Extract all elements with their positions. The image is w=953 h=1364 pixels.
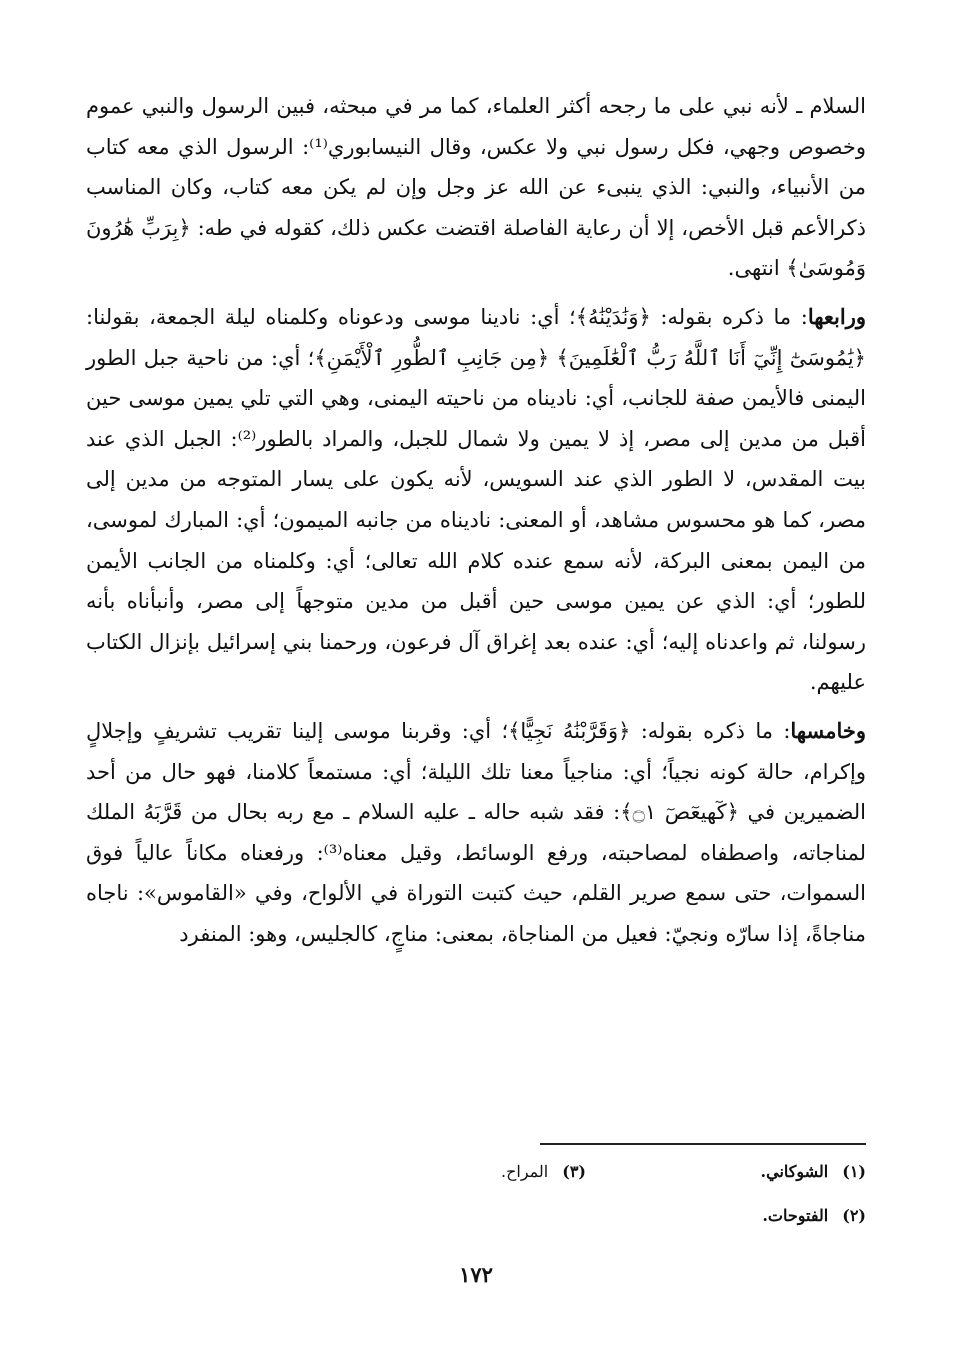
footnote-text: الشوكاني. xyxy=(760,1162,829,1181)
footnote-number: (٢) xyxy=(842,1206,866,1225)
footnote-2 xyxy=(586,1204,866,1228)
paragraph-1 xyxy=(86,86,866,289)
footnote-3 xyxy=(306,1160,586,1184)
footnote-number: (١) xyxy=(842,1162,866,1181)
paragraph-text: السلام ـ لأنه نبي على ما رجحه أكثر العلماء، كما مر في مبحثه، فبين الرسول والنبي عموم وخصوص وجهي، فكل رسول نبي ولا عكس، وقال النيسابوري⁽¹⁾: الرسول الذي معه كتاب من الأنبياء، والنبي: الذي ينبىء عن الله عز وجل وإن لم يكن معه كتاب، وكان المناسب ذكرالأعم قبل الأخص، إلا أن رعاية الفاصلة اقتضت عكس ذلك، كقوله في طه: ﴿بِرَبِّ هَٰرُونَ وَمُوسَىٰ﴾ انتهى. xyxy=(86,94,866,281)
footnotes xyxy=(86,1160,866,1248)
footnote-number: (٣) xyxy=(562,1162,586,1181)
footnote-separator xyxy=(540,1143,866,1145)
page-body xyxy=(86,86,866,954)
footnote-row xyxy=(86,1204,866,1228)
paragraph-lead: ورابعها xyxy=(807,303,866,329)
footnote-text: الفتوحات. xyxy=(762,1206,829,1225)
paragraph-text: : ما ذكره بقوله: ﴿وَنَٰدَيْنَٰهُ﴾؛ أي: نادينا موسى ودعوناه وكلمناه ليلة الجمعة، بقولنا: ﴿يَٰمُوسَىٰٓ إِنِّيٓ أَنَا ٱللَّهُ رَبُّ ٱلْعَٰلَمِينَ﴾ ﴿مِن جَانِبِ ٱلطُّورِ ٱلْأَيْمَنِ﴾؛ أي: من ناحية جبل الطور اليمنى فالأيمن صفة للجانب، أي: ناديناه من ناحيته اليمنى، وهي التي تلي يمين موسى حين أقبل من مدين إلى مصر، إذ لا يمين ولا شمال للجبل، والمراد بالطور⁽²⁾: الجبل الذي عند بيت المقدس، لا الطور الذي عند السويس، لأنه يكون على يسار المتوجه من مدين إلى مصر، كما هو محسوس مشاهد، أو المعنى: ناديناه من جانبه الميمون؛ أي: المبارك لموسى، من اليمن بمعنى البركة، لأنه سمع عنده كلام الله تعالى؛ أي: وكلمناه من الجانب الأيمن للطور؛ أي: الذي عن يمين موسى حين أقبل من مدين متوجهاً إلى مصر، وأنبأناه بأنه رسولنا، ثم واعدناه إليه؛ أي: عنده بعد إغراق آل فرعون، ورحمنا بني إسرائيل بإنزال الكتاب عليهم. xyxy=(86,304,866,695)
footnote-text: المراح. xyxy=(500,1162,549,1181)
paragraph-2 xyxy=(86,297,866,703)
paragraph-lead: وخامسها xyxy=(790,717,866,743)
paragraph-3 xyxy=(86,711,866,955)
page-number: ١٧٢ xyxy=(459,1262,493,1287)
footnote-row xyxy=(86,1160,866,1184)
paragraph-text: : ما ذكره بقوله: ﴿وَقَرَّبْنَٰهُ نَجِيًّا﴾؛ أي: وقربنا موسى إلينا تقريب تشريفٍ وإجلالٍ وإكرام، حالة كونه نجياً؛ أي: مناجياً معنا تلك الليلة؛ أي: مستمعاً كلامنا، فهو حال من أحد الضميرين في ﴿كٓهيعٓصٓ ۝١﴾: فقد شبه حاله ـ عليه السلام ـ مع ربه بحال من قَرَّبَهُ الملك لمناجاته، واصطفاه لمصاحبته، ورفع الوسائط، وقيل معناه⁽³⁾: ورفعناه مكاناً عالياً فوق السموات، حتى سمع صرير القلم، حيث كتبت التوراة في الألواح، وفي «القاموس»: ناجاه مناجاةً، إذا سارّه ونجيّ: فعيل من المناجاة، بمعنى: مناجٍ، كالجليس، وهو: المنفرد xyxy=(86,718,867,946)
footnote-1 xyxy=(586,1160,866,1184)
